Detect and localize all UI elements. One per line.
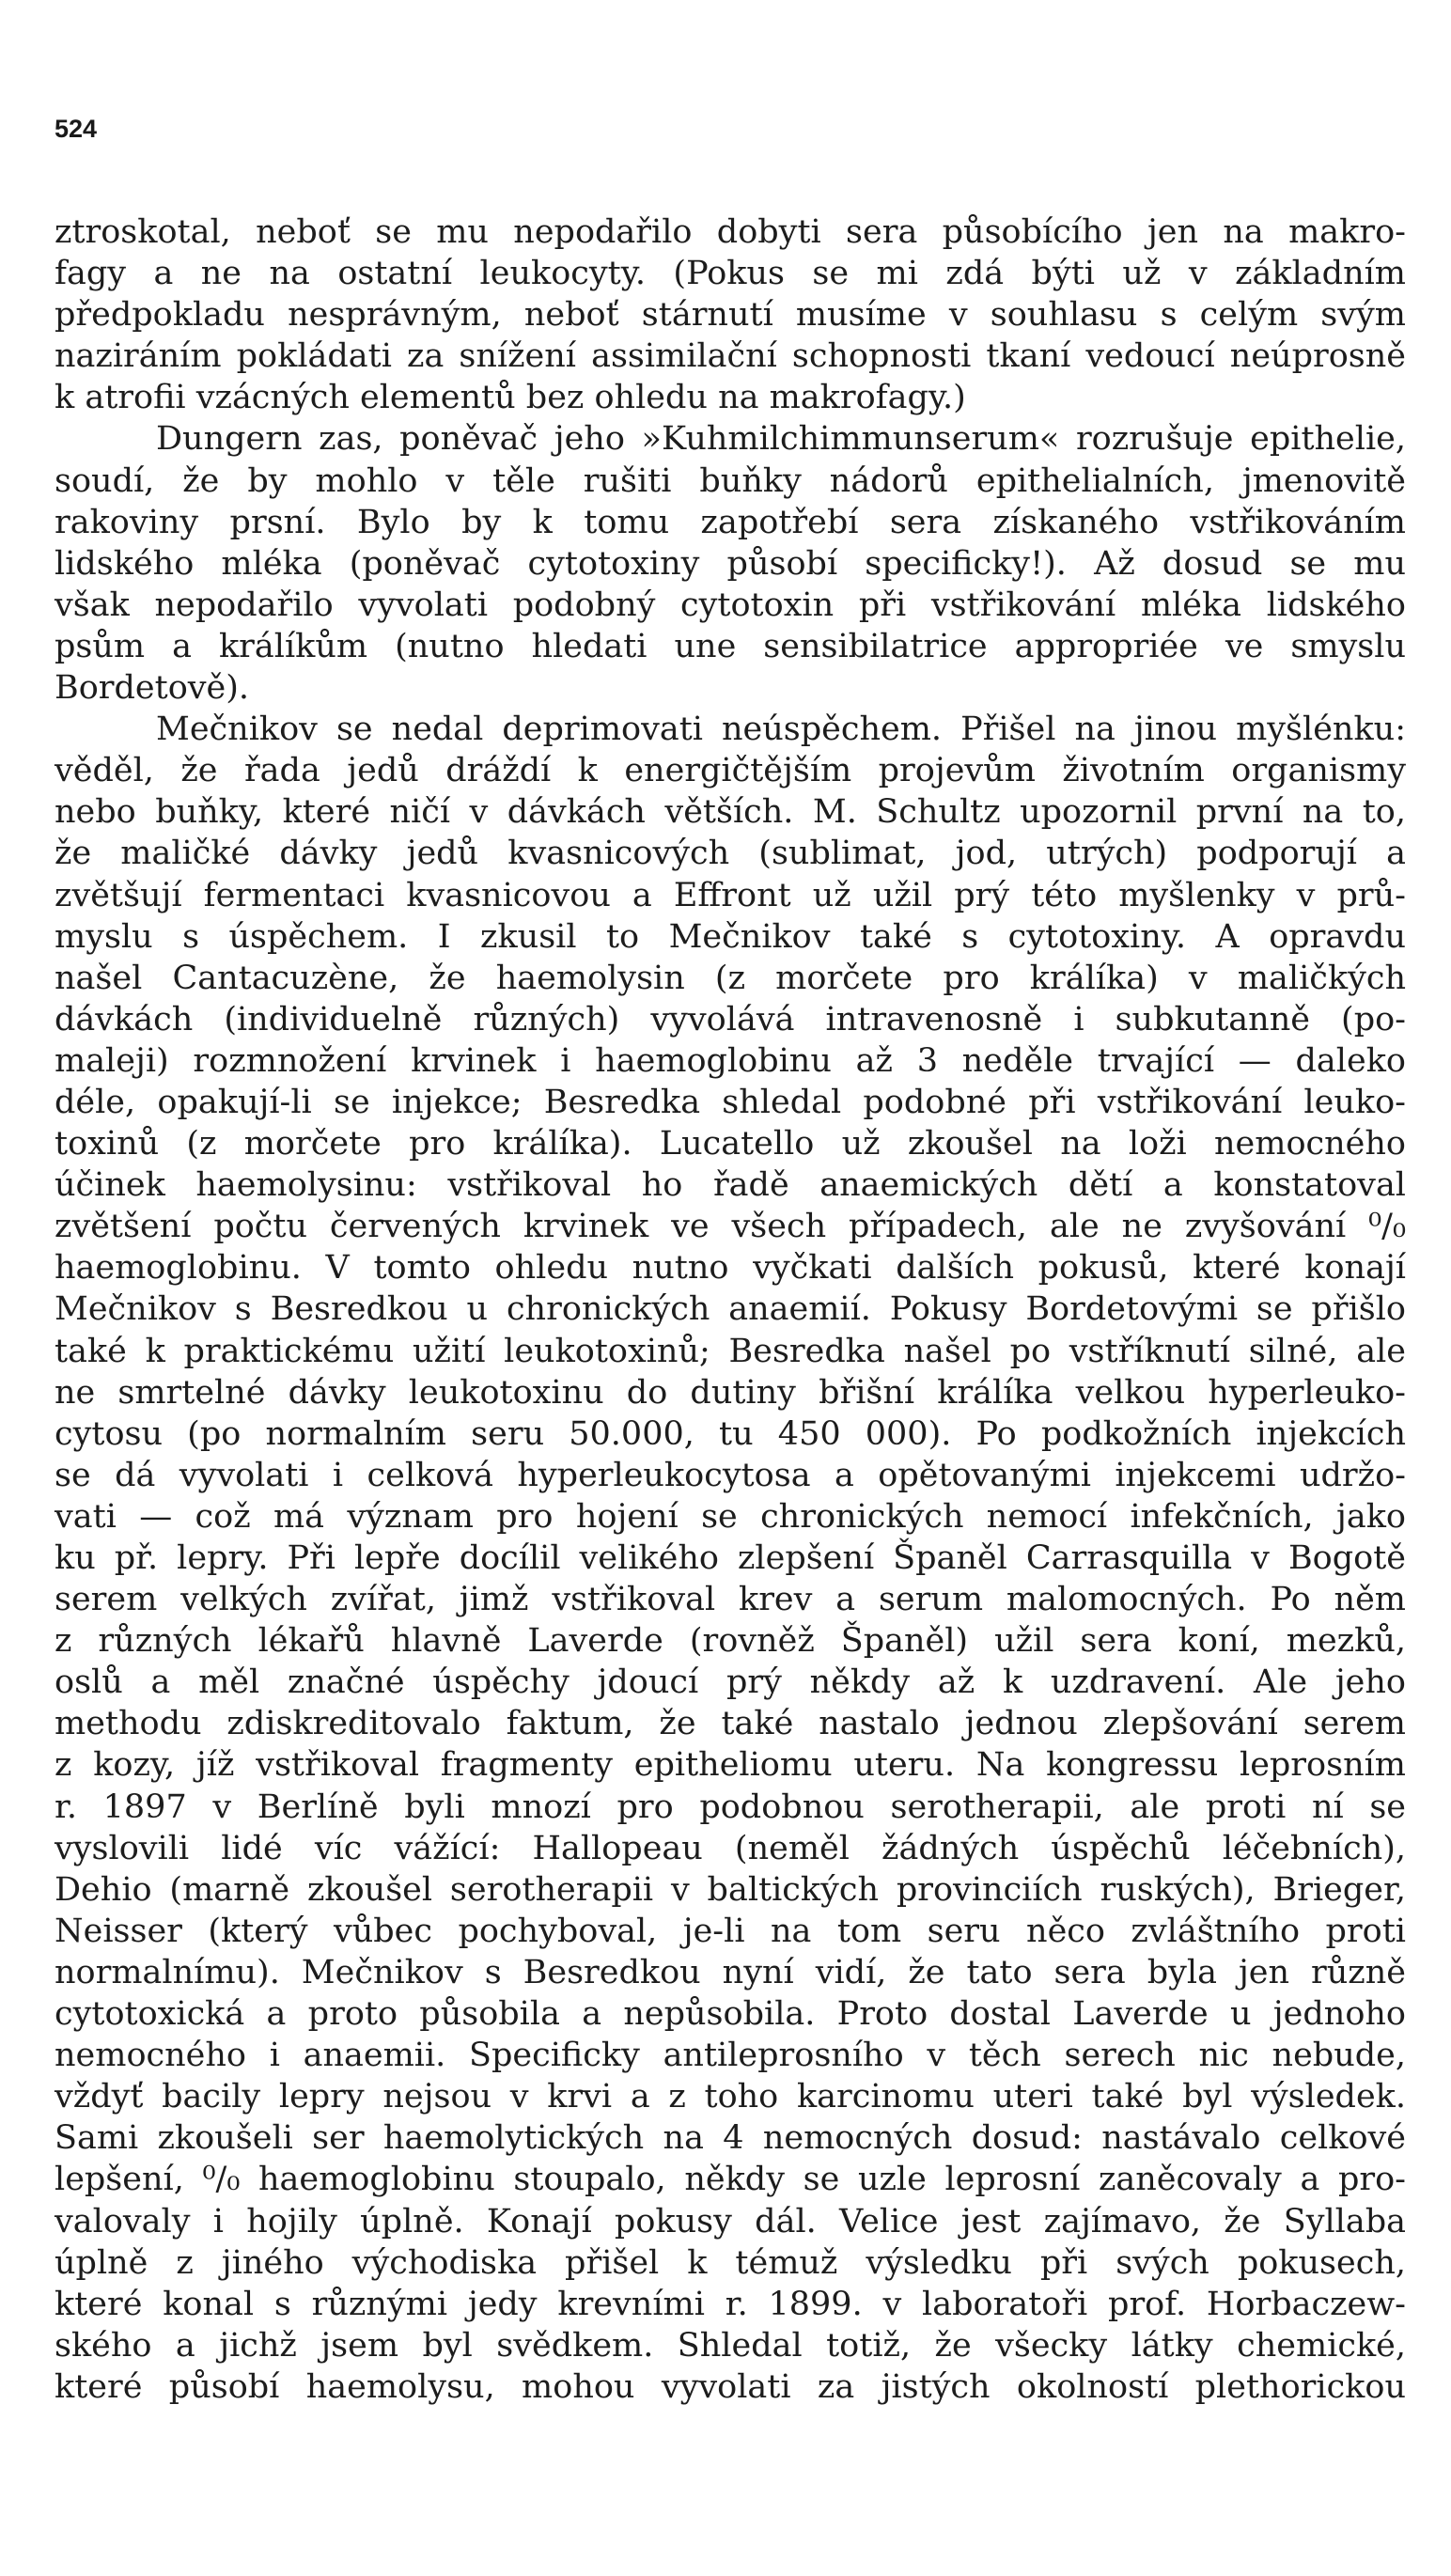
text-line: ztroskotal, neboť se mu nepodařilo dobyti sera působícího jen na makro- xyxy=(55,213,1406,251)
text-line: rakoviny prsní. Bylo by k tomu zapotřebí sera získaného vstřikováním xyxy=(55,503,1406,541)
text-line: déle, opakují-li se injekce; Besredka shledal podobné při vstřikování leuko- xyxy=(55,1083,1406,1121)
text-line: myslu s úspěchem. I zkusil to Mečnikov také s cytotoxiny. A opravdu xyxy=(55,917,1406,956)
text-line: normalnímu). Mečnikov s Besredkou nyní vidí, že tato sera byla jen různě xyxy=(55,1953,1406,1991)
text-line: psům a králíkům (nutno hledati une sensibilatrice appropriée ve smyslu xyxy=(55,627,1406,665)
text-line: vati — což má význam pro hojení se chronických nemocí infekčních, jako xyxy=(55,1497,1406,1536)
text-line: účinek haemolysinu: vstřikoval ho řadě anaemických dětí a konstatoval xyxy=(55,1166,1406,1205)
text-line: oslů a měl značné úspěchy jdoucí prý někdy až k uzdravení. Ale jeho xyxy=(55,1663,1406,1702)
text-line: úplně z jiného východiska přišel k témuž výsledku při svých pokusech, xyxy=(55,2243,1406,2282)
text-line: z kozy, jíž vstřikoval fragmenty epitheliomu uteru. Na kongressu leprosním xyxy=(55,1746,1406,1785)
text-line: ského a jichž jsem byl svědkem. Shledal totiž, že všecky látky chemické, xyxy=(55,2326,1406,2365)
text-line: však nepodařilo vyvolati podobný cytotoxin při vstřikování mléka lidského xyxy=(55,585,1406,624)
text-line: Dehio (marně zkoušel serotherapii v baltických provinciích ruských), Brieger, xyxy=(55,1870,1406,1909)
text-line: Mečnikov s Besredkou u chronických anaemií. Pokusy Bordetovými se přišlo xyxy=(55,1290,1406,1329)
text-line: Neisser (který vůbec pochyboval, je-li na tom seru něco zvláštního proti xyxy=(55,1912,1406,1950)
text-line: Mečnikov se nedal deprimovati neúspěchem. Přišel na jinou myšlénku: xyxy=(156,710,1406,749)
text-line: Dungern zas, poněvač jeho »Kuhmilchimmunserum« rozrušuje epithelie, xyxy=(156,420,1406,459)
text-line: že maličké dávky jedů kvasnicových (sublimat, jod, utrých) podporují a xyxy=(55,835,1406,873)
text-line: vždyť bacily lepry nejsou v krvi a z toho karcinomu uteri také byl výsledek. xyxy=(55,2078,1406,2116)
text-line: naziráním pokládati za snížení assimilační schopnosti tkaní vedoucí neúprosně xyxy=(55,337,1406,376)
text-line: se dá vyvolati i celková hyperleukocytosa a opětovanými injekcemi udržo- xyxy=(55,1456,1406,1494)
text-line: z různých lékařů hlavně Laverde (rovněž Španěl) užil sera koní, mezků, xyxy=(55,1622,1406,1661)
text-line: methodu zdiskreditovalo faktum, že také nastalo jednou zlepšování serem xyxy=(55,1705,1406,1743)
text-line: dávkách (individuelně různých) vyvolává intravenosně i subkutanně (po- xyxy=(55,1000,1406,1038)
text-line: které konal s různými jedy krevními r. 1899. v laboratoři prof. Horbaczew- xyxy=(55,2285,1406,2323)
text-line: valovaly i hojily úplně. Konají pokusy dál. Velice jest zajímavo, že Syllaba xyxy=(55,2202,1406,2240)
text-line: soudí, že by mohlo v těle rušiti buňky nádorů epithelialních, jmenovitě xyxy=(55,461,1406,500)
text-line: fagy a ne na ostatní leukocyty. (Pokus se mi zdá býti už v základním xyxy=(55,255,1406,293)
text-line: cytotoxická a proto působila a nepůsobila. Proto dostal Laverde u jednoho xyxy=(55,1995,1406,2034)
text-line: Sami zkoušeli ser haemolytických na 4 nemocných dosud: nastávalo celkové xyxy=(55,2119,1406,2158)
text-line: které působí haemolysu, mohou vyvolati za jistých okolností plethorickou xyxy=(55,2367,1406,2406)
text-line: lepšení, ⁰/₀ haemoglobinu stoupalo, někdy se uzle leprosní zaněcovaly a pro- xyxy=(55,2161,1406,2199)
text-line: ne smrtelné dávky leukotoxinu do dutiny břišní králíka velkou hyperleuko- xyxy=(55,1373,1406,1412)
page-number: 524 xyxy=(55,115,98,143)
text-line: k atrofii vzácných elementů bez ohledu na makrofagy.) xyxy=(55,379,966,417)
text-line: nemocného i anaemii. Specificky antileprosního v těch serech nic nebude, xyxy=(55,2037,1406,2075)
text-line: zvětšují fermentaci kvasnicovou a Effront už užil prý této myšlenky v prů- xyxy=(55,876,1406,914)
text-line: cytosu (po normalním seru 50.000, tu 450 000). Po podkožních injekcích xyxy=(55,1414,1406,1453)
body-text xyxy=(55,211,1406,2408)
text-line: také k praktickému užití leukotoxinů; Besredka našel po vstříknutí silné, ale xyxy=(55,1332,1406,1370)
text-line: vyslovili lidé víc vážící: Hallopeau (neměl žádných úspěchů léčebních), xyxy=(55,1829,1406,1867)
text-line: toxinů (z morčete pro králíka). Lucatello už zkoušel na loži nemocného xyxy=(55,1125,1406,1163)
text-line: věděl, že řada jedů dráždí k energičtějším projevům životním organismy xyxy=(55,752,1406,790)
text-line: lidského mléka (poněvač cytotoxiny působí specificky!). Až dosud se mu xyxy=(55,544,1406,583)
text-line: nebo buňky, které ničí v dávkách větších. M. Schultz upozornil první na to, xyxy=(55,793,1406,832)
text-line: ku př. lepry. Při lepře docílil velikého zlepšení Španěl Carrasquilla v Bogotě xyxy=(55,1539,1406,1577)
text-line: zvětšení počtu červených krvinek ve všech případech, ale ne zvyšování ⁰/₀ xyxy=(55,1208,1406,1246)
text-line: Bordetově). xyxy=(55,669,250,708)
text-line: r. 1897 v Berlíně byli mnozí pro podobnou serotherapii, ale proti ní se xyxy=(55,1788,1406,1826)
text-line: maleji) rozmnožení krvinek i haemoglobinu až 3 neděle trvající — daleko xyxy=(55,1041,1406,1080)
text-line: předpokladu nesprávným, neboť stárnutí musíme v souhlasu s celým svým xyxy=(55,296,1406,335)
text-line: haemoglobinu. V tomto ohledu nutno vyčkati dalších pokusů, které konají xyxy=(55,1249,1406,1288)
text-line: serem velkých zvířat, jimž vstřikoval krev a serum malomocných. Po něm xyxy=(55,1581,1406,1619)
text-line: našel Cantacuzène, že haemolysin (z morčete pro králíka) v maličkých xyxy=(55,959,1406,997)
